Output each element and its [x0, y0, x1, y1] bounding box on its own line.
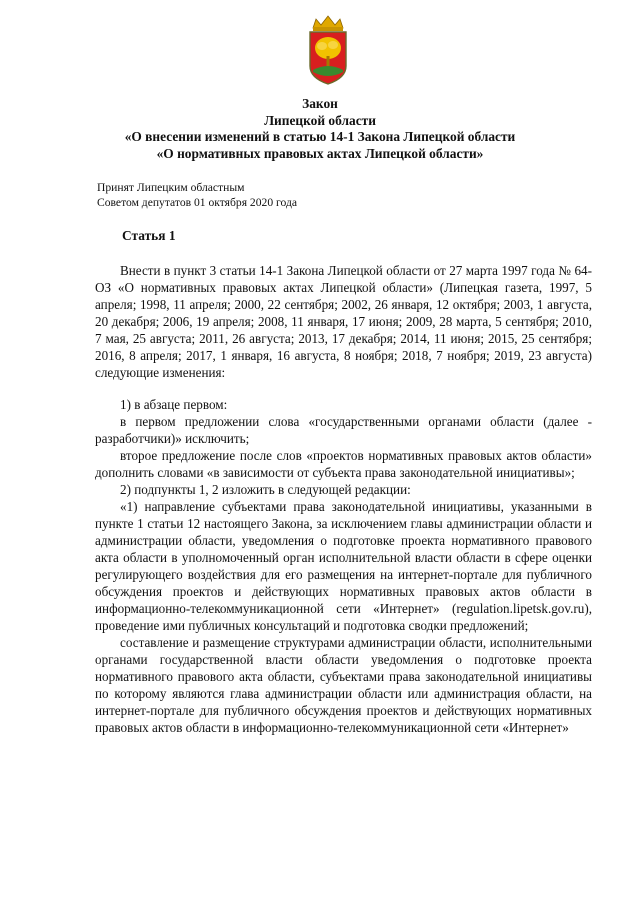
adoption-note — [97, 180, 297, 210]
article-heading: Статья 1 — [122, 228, 176, 243]
paragraph: 1) в абзаце первом: — [120, 397, 228, 412]
paragraph: в первом предложении слова «государственными органами области (далее - разработчики)» исключить; — [95, 414, 592, 446]
adoption-line-1: Принят Липецким областным — [97, 181, 245, 194]
paragraph: 2) подпункты 1, 2 изложить в следующей редакции: — [120, 482, 411, 497]
paragraph: «1) направление субъектами права законодательной инициативы, указанными в пункте 1 статьи 12 настоящего Закона, за исключением главы администрации области и администрации области, уведомления о подготовке проекта нормативного правового акта области в уполномоченный орган исполнительной власти области в сфере оценки регулирующего воздействия для его размещения на интернет-портале для публичного обсуждения проектов и действующих нормативных правовых актов области в информационно-телекоммуникационной сети «Интернет» (regulation.lipetsk.gov.ru), проведение ими публичных консультаций и подготовка сводки предложений; — [95, 499, 592, 633]
title-line-4: «О нормативных правовых актах Липецкой области» — [156, 145, 484, 161]
article-body — [95, 262, 592, 736]
paragraph: составление и размещение структурами администрации области, исполнительными органами государственной власти области уведомления о подготовке проекта нормативного правового акта области, субъектами права законодательной инициативы по которому являются глава администрации области или администрация области, на интернет-портале для публичного обсуждения проектов и действующих нормативных правовых актов области в информационно-телекоммуникационной сети «Интернет» — [95, 635, 592, 735]
paragraph: Внести в пункт 3 статьи 14-1 Закона Липецкой области от 27 марта 1997 года № 64-ОЗ «О нормативных правовых актах Липецкой области» (Липецкая газета, 1997, 5 апреля; 1998, 11 апреля; 2000, 22 сентября; 2002, 26 января, 12 октября; 2003, 1 августа, 20 декабря; 2006, 19 апреля; 2008, 11 января, 17 июня; 2009, 28 марта, 5 сентября; 2010, 7 мая, 25 августа; 2011, 26 августа; 2013, 17 декабря; 2014, 11 июня; 2015, 25 сентября; 2016, 8 апреля; 2017, 1 января, 16 августа, 8 ноября; 2018, 7 ноября; 2019, 23 августа) следующие изменения: — [95, 263, 592, 380]
title-line-2: Липецкой области — [264, 112, 376, 128]
adoption-line-2: Советом депутатов 01 октября 2020 года — [97, 196, 297, 209]
title-line-3: «О внесении изменений в статью 14-1 Закона Липецкой области — [124, 129, 516, 144]
law-title — [60, 96, 580, 162]
lipetsk-coat-of-arms-icon — [305, 14, 351, 86]
title-line-1: Закон — [302, 96, 338, 111]
paragraph: второе предложение после слов «проектов нормативных правовых актов области» дополнить словами «в зависимости от субъекта права законодательной инициативы»; — [95, 448, 592, 480]
